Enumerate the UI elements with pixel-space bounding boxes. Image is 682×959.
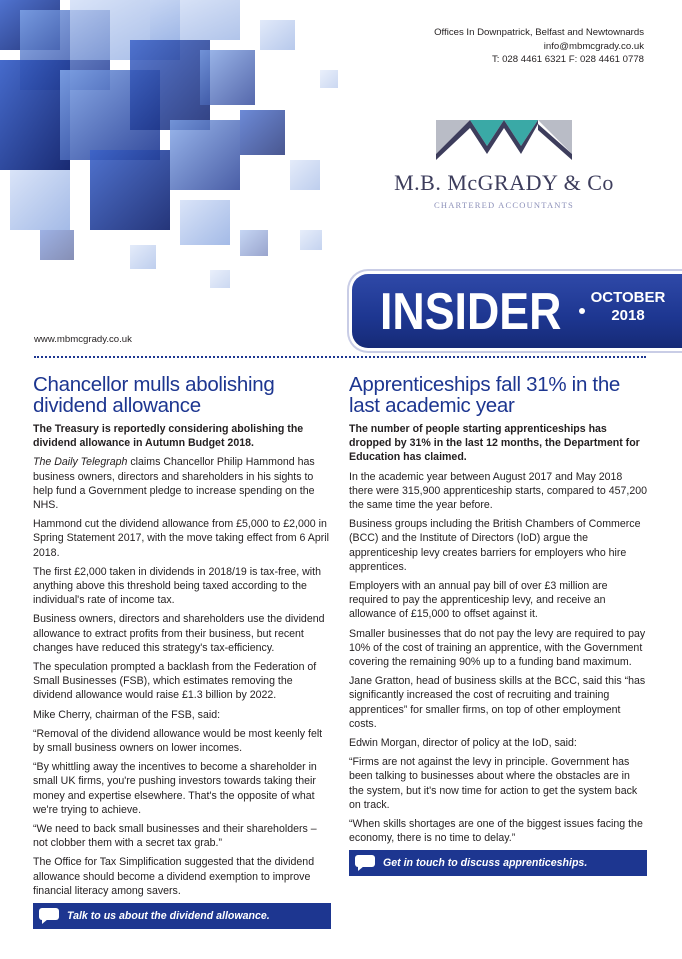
email-link[interactable]: info@mbmcgrady.co.uk <box>543 40 644 52</box>
article-quote: “We need to back small businesses and their shareholders – not clobber them with a secret tax grab.” <box>33 823 317 850</box>
banner-date <box>588 289 668 325</box>
banner-title: INSIDER <box>380 283 562 341</box>
article-quote: “Firms are not against the levy in principle. Government has been talking to businesses about where the obstacles are in the system, but it's now time for action to get the system back on track. <box>349 756 638 811</box>
cta-label: Talk to us about the dividend allowance. <box>67 910 270 923</box>
article-apprenticeships <box>349 374 647 876</box>
article-paragraph: Mike Cherry, chairman of the FSB, said: <box>33 708 221 721</box>
banner-dot <box>579 308 585 314</box>
company-logo <box>384 120 624 220</box>
dividend-cta-button[interactable] <box>33 903 331 929</box>
company-name: M.B. McGRADY & Co <box>394 170 614 195</box>
website-link[interactable]: www.mbmcgrady.co.uk <box>34 334 132 345</box>
logo-mark-icon <box>436 120 572 164</box>
article-paragraph: Edwin Morgan, director of policy at the IoD, said: <box>349 737 577 750</box>
article-paragraph: Business owners, directors and shareholders use the dividend allowance to extract profits from their business, but recent changes have reduced this strategy's tax-efficiency. <box>33 613 325 654</box>
speech-bubble-icon <box>39 908 59 924</box>
article-paragraph: Smaller businesses that do not pay the levy are required to pay 10% of the cost of training an apprentice, with the Government covering the remaining 90% up to a funding band maximum. <box>349 627 646 669</box>
phone-fax-text: T: 028 4461 6321 F: 028 4461 0778 <box>491 54 644 65</box>
section-divider <box>34 356 646 358</box>
company-tagline: CHARTERED ACCOUNTANTS <box>434 200 574 210</box>
banner-year: 2018 <box>611 307 645 324</box>
article-paragraph: In the academic year between August 2017 and May 2018 there were 315,900 apprenticeship starts, compared to 457,200 the same time the year before. <box>349 470 647 512</box>
article-paragraph: Business groups including the British Chambers of Commerce (BCC) and the Institute of Directors (IoD) argue the apprenticeship levy creates barriers for employers who hire apprentices. <box>349 518 641 573</box>
banner-month: OCTOBER <box>590 289 666 306</box>
article-headline: Chancellor mulls abolishing dividend allowance <box>33 373 275 417</box>
article-dividend-allowance <box>33 374 331 929</box>
article-paragraph: Jane Gratton, head of business skills at the BCC, said this “has significantly increased the cost of recruiting and training apprentices” for smaller firms, on top of other employment costs. <box>349 675 646 730</box>
article-paragraph: The Office for Tax Simplification suggested that the dividend allowance should become a dividend exemption to improve financial literacy among savers. <box>33 856 315 897</box>
article-lead: The Treasury is reportedly considering abolishing the dividend allowance in Autumn Budget 2018. <box>33 423 304 450</box>
article-lead: The number of people starting apprenticeships has dropped by 31% in the last 12 months, the Department for Education has claimed. <box>349 423 640 464</box>
hero-abstract-graphic <box>0 0 360 320</box>
article-paragraph: Employers with an annual pay bill of over £3 million are required to pay the apprenticeship levy, and receive an allowance of £15,000 to offset against it. <box>349 580 608 621</box>
article-quote: “When skills shortages are one of the biggest issues facing the economy, there is no time to delay.” <box>349 818 643 845</box>
article-quote: “Removal of the dividend allowance would be most keenly felt by small business owners on lower incomes. <box>33 727 323 755</box>
contact-block <box>434 26 644 67</box>
article-quote: “By whittling away the incentives to become a shareholder in small UK firms, you're pushing investors towards taking their money and expertise elsewhere. That's the opposite of what we're trying to achieve. <box>33 761 317 816</box>
article-headline: Apprenticeships fall 31% in the last academic year <box>349 373 621 417</box>
cta-label: Get in touch to discuss apprenticeships. <box>383 857 588 870</box>
apprenticeships-cta-button[interactable] <box>349 850 647 876</box>
offices-text: Offices In Downpatrick, Belfast and Newtownards <box>434 27 644 38</box>
insider-banner <box>352 274 682 348</box>
article-paragraph <box>33 455 331 512</box>
source-name: The Daily Telegraph <box>33 456 128 469</box>
article-paragraph: The speculation prompted a backlash from the Federation of Small Businesses (FSB), which estimates removing the dividend allowance would raise £1.3 billion by 2022. <box>33 661 317 702</box>
article-paragraph: Hammond cut the dividend allowance from £5,000 to £2,000 in Spring Statement 2017, with the move taking effect from 6 April 2018. <box>33 518 329 559</box>
paragraph-text: claims Chancellor Philip Hammond has business owners, directors and shareholders in his sights to help fund a Government pledge to increase spending on the NHS. <box>33 456 315 512</box>
speech-bubble-icon <box>355 855 375 871</box>
article-paragraph: The first £2,000 taken in dividends in 2018/19 is tax-free, with anything above this threshold being taxed according to the individual's rate of income tax. <box>33 565 321 607</box>
